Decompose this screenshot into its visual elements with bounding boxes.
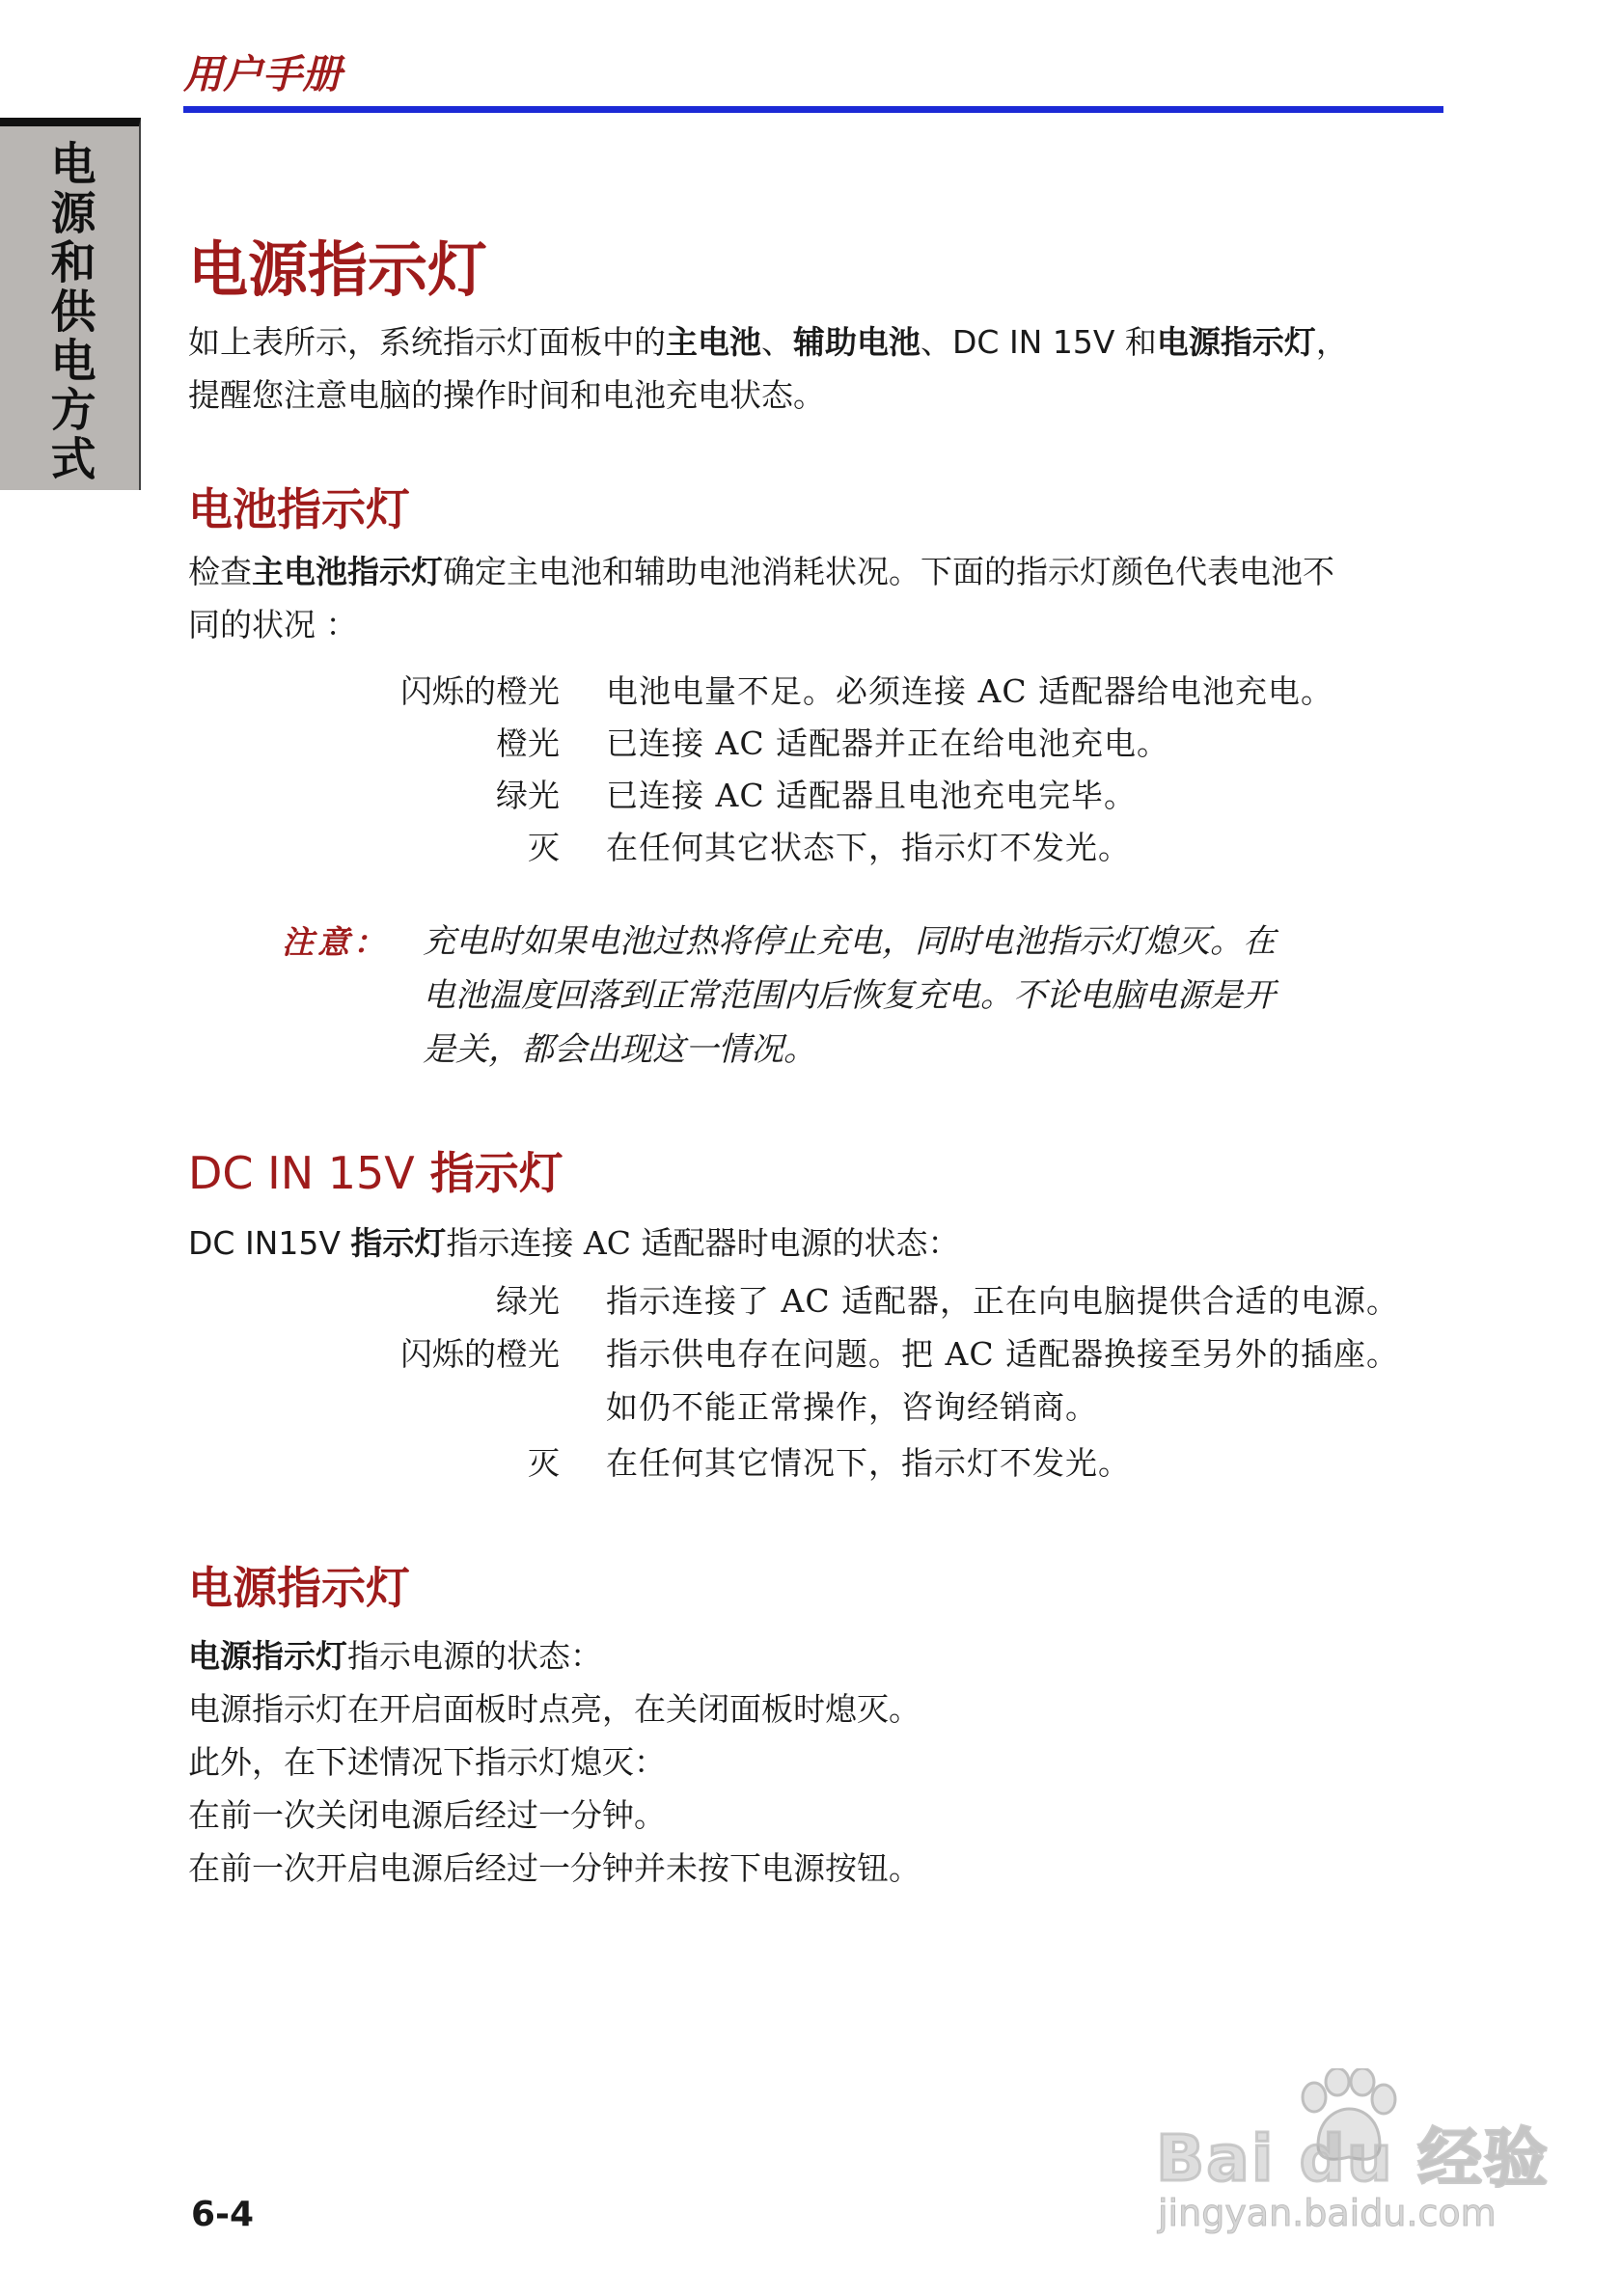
power-paragraph-line: 在前一次开启电源后经过一分钟并未按下电源按钮。: [188, 1849, 920, 1887]
power-paragraph-line-1: [188, 1630, 1452, 1682]
dcin-term: 指示灯: [350, 1224, 447, 1262]
header-title: 用户手册: [183, 51, 342, 97]
battery-term: 主电池指示灯: [252, 553, 443, 590]
dcin-state-term: 闪烁的橙光: [400, 1335, 560, 1373]
battery-state-term: 闪烁的橙光: [400, 672, 560, 710]
battery-state-term: 绿光: [496, 777, 560, 814]
intro-paragraph-line-1: [188, 316, 1452, 369]
dcin-state-term: 绿光: [496, 1282, 560, 1320]
battery-paragraph-line-1: [188, 546, 1452, 598]
dcin-paragraph: [188, 1217, 1452, 1270]
battery-text: 确定主电池和辅助电池消耗状况。下面的指示灯颜色代表电池不: [443, 553, 1334, 590]
dcin-state-desc: 如仍不能正常操作，咨询经销商。: [606, 1388, 1098, 1426]
watermark-brand: Bai du 经验: [1156, 2121, 1550, 2196]
baidu-watermark: [1156, 2064, 1550, 2257]
subsection-title-battery: 电池指示灯: [188, 483, 410, 535]
dcin-state-desc: 在任何其它情况下，指示灯不发光。: [606, 1444, 1131, 1482]
intro-term-power-indicator: 电源指示灯: [1156, 323, 1316, 361]
intro-term-main-battery: 主电池: [666, 323, 761, 361]
intro-text: 和: [1114, 323, 1157, 361]
dcin-state-term: 灭: [528, 1444, 560, 1482]
note-label: 注意：: [282, 923, 389, 961]
battery-state-desc: 已连接 AC 适配器且电池充电完毕。: [606, 777, 1138, 814]
dcin-text: 指示连接 AC 适配器时电源的状态：: [446, 1224, 960, 1262]
chapter-side-tab: [0, 118, 141, 490]
battery-state-term: 灭: [528, 829, 560, 866]
battery-state-desc: 电池电量不足。必须连接 AC 适配器给电池充电。: [606, 672, 1334, 710]
header-rule: [183, 106, 1443, 113]
power-paragraph-line: 在前一次关闭电源后经过一分钟。: [188, 1796, 666, 1834]
power-paragraph-line: 此外，在下述情况下指示灯熄灭：: [188, 1743, 666, 1781]
intro-term-aux-battery: 辅助电池: [793, 323, 920, 361]
power-term: 电源指示灯: [188, 1637, 347, 1675]
power-text: 指示电源的状态：: [347, 1637, 602, 1675]
battery-state-desc: 已连接 AC 适配器并正在给电池充电。: [606, 724, 1170, 762]
note-line: 电池温度回落到正常范围内后恢复充电。不论电脑电源是开: [423, 976, 1276, 1015]
note-text: [423, 915, 1368, 1077]
dcin-title-suffix: 指示灯: [414, 1147, 563, 1199]
watermark-url: jingyan.baidu.com: [1158, 2192, 1497, 2234]
dcin-title-prefix: DC IN 15V: [188, 1147, 415, 1199]
battery-paragraph-line-2: 同的状况 ：: [188, 606, 358, 643]
dcin-state-desc: 指示供电存在问题。把 AC 适配器换接至另外的插座。: [606, 1335, 1400, 1373]
intro-text: ，: [1315, 323, 1348, 361]
dcin-state-desc: 指示连接了 AC 适配器，正在向电脑提供合适的电源。: [606, 1282, 1400, 1320]
intro-term-dcin: DC IN 15V: [952, 323, 1115, 361]
battery-state-term: 橙光: [496, 724, 560, 762]
note-line: 充电时如果电池过热将停止充电，同时电池指示灯熄灭。在: [423, 922, 1276, 961]
battery-text: 检查: [188, 553, 252, 590]
battery-state-desc: 在任何其它状态下，指示灯不发光。: [606, 829, 1131, 866]
subsection-title-power: 电源指示灯: [188, 1562, 410, 1614]
page-number: 6-4: [191, 2195, 255, 2234]
note-line: 是关，都会出现这一情况。: [423, 1030, 816, 1069]
power-paragraph-line: 电源指示灯在开启面板时点亮，在关闭面板时熄灭。: [188, 1690, 920, 1728]
section-title-power-indicators: 电源指示灯: [188, 234, 488, 305]
intro-separator: 、: [761, 323, 793, 361]
subsection-title-dcin: [188, 1138, 563, 1202]
intro-paragraph-line-2: 提醒您注意电脑的操作时间和电池充电状态。: [188, 376, 825, 414]
intro-text: 如上表所示，系统指示灯面板中的: [188, 323, 666, 361]
dcin-text: DC IN15V: [188, 1224, 351, 1262]
chapter-side-tab-label: 电源和供电方式: [42, 140, 96, 484]
intro-separator: 、: [920, 323, 952, 361]
